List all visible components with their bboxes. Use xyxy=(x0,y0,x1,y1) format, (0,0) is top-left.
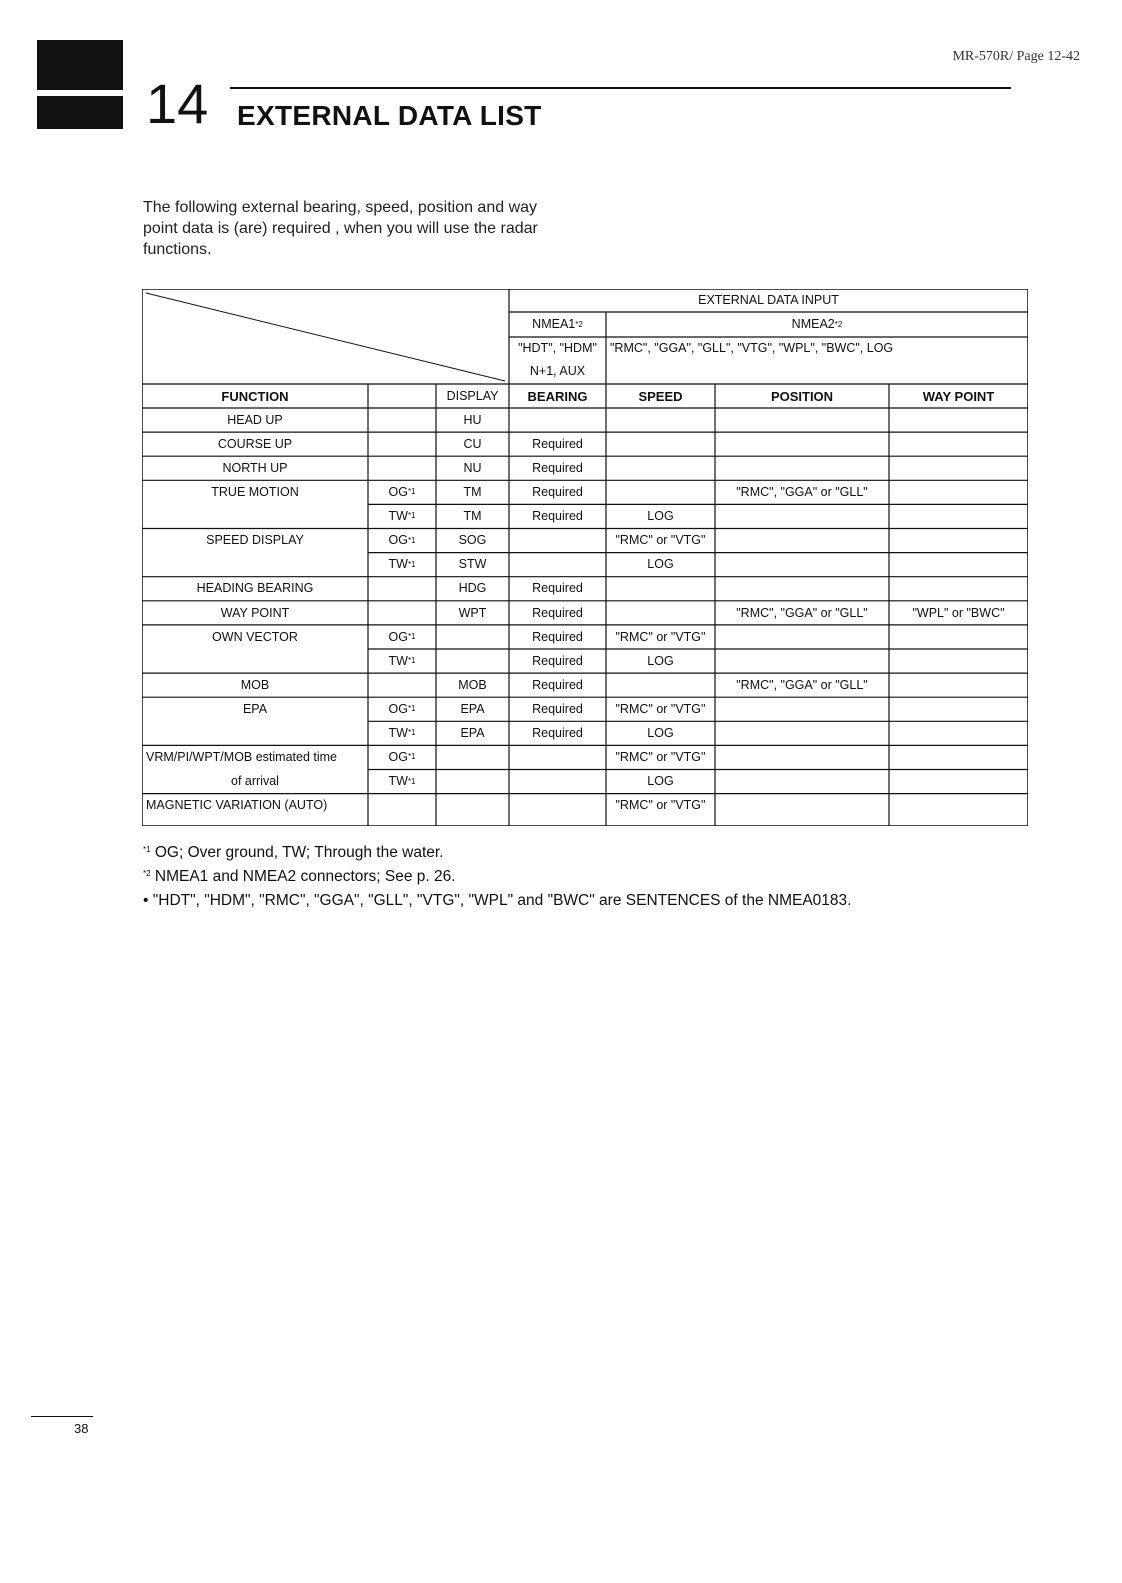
mode-cell: OG *1 xyxy=(388,629,416,644)
position-cell xyxy=(715,577,889,601)
bearing-cell: Required xyxy=(532,485,583,500)
column-header: POSITION xyxy=(770,388,834,404)
display-cell: WPT xyxy=(458,605,487,620)
mode-cell xyxy=(368,408,436,432)
position-cell xyxy=(715,721,889,745)
speed-cell xyxy=(606,456,715,480)
column-header: SPEED xyxy=(638,388,683,404)
footnote-text: NMEA1 and NMEA2 connectors; See p. 26. xyxy=(154,868,456,885)
speed-cell: LOG xyxy=(647,653,674,668)
column-header: FUNCTION xyxy=(221,388,289,404)
nmea2-label: NMEA2 *2 xyxy=(791,317,843,332)
position-cell xyxy=(715,529,889,553)
note-mark: *1 xyxy=(407,487,416,497)
position-cell xyxy=(715,456,889,480)
corner-mark-bottom xyxy=(37,96,123,129)
footnote-mark: *1 xyxy=(143,845,151,854)
external-data-table xyxy=(142,289,1028,826)
bearing-cell: Required xyxy=(532,726,583,741)
chapter-rule xyxy=(230,87,1011,89)
bearing-cell xyxy=(509,770,606,794)
display-cell: SOG xyxy=(458,533,487,548)
footnote-mark: • xyxy=(143,892,149,909)
nmea1-extra: N+1, AUX xyxy=(529,364,586,379)
speed-cell: LOG xyxy=(647,509,674,524)
display-cell xyxy=(436,625,509,649)
nmea1-label: NMEA1 *2 xyxy=(532,317,583,332)
speed-cell xyxy=(606,601,715,625)
mode-cell: OG *1 xyxy=(388,485,416,500)
waypoint-cell xyxy=(889,721,1028,745)
chapter-number: 14 xyxy=(146,72,209,135)
waypoint-cell xyxy=(889,432,1028,456)
mode-cell xyxy=(368,601,436,625)
note-mark: *1 xyxy=(407,631,416,641)
function-cell: HEADING BEARING xyxy=(196,581,314,596)
position-cell xyxy=(715,794,889,818)
waypoint-cell xyxy=(889,480,1028,504)
waypoint-cell xyxy=(889,577,1028,601)
waypoint-cell xyxy=(889,697,1028,721)
speed-cell: LOG xyxy=(647,557,674,572)
bearing-cell: Required xyxy=(532,677,583,692)
display-cell: MOB xyxy=(458,677,487,692)
function-cell: NORTH UP xyxy=(222,460,288,475)
waypoint-cell xyxy=(889,745,1028,769)
function-cell: MOB xyxy=(240,677,270,692)
speed-cell xyxy=(606,432,715,456)
note-mark: *1 xyxy=(407,776,416,786)
position-cell xyxy=(715,625,889,649)
footnote-text: OG; Over ground, TW; Through the water. xyxy=(154,844,444,861)
note-mark: *1 xyxy=(407,728,416,738)
mode-cell xyxy=(368,432,436,456)
speed-cell: "RMC" or "VTG" xyxy=(615,750,706,765)
bearing-cell xyxy=(509,553,606,577)
mode-cell xyxy=(368,794,436,818)
position-cell xyxy=(715,432,889,456)
waypoint-cell xyxy=(889,553,1028,577)
function-cell xyxy=(142,504,368,528)
mode-cell xyxy=(368,456,436,480)
chapter-title: EXTERNAL DATA LIST xyxy=(237,100,542,131)
column-header: WAY POINT xyxy=(922,388,995,404)
note-mark: *1 xyxy=(407,559,416,569)
speed-cell: "RMC" or "VTG" xyxy=(615,629,706,644)
function-cell: WAY POINT xyxy=(220,605,290,620)
document-reference: MR-570R/ Page 12-42 xyxy=(952,49,1080,64)
display-cell xyxy=(436,745,509,769)
mode-cell: TW *1 xyxy=(388,509,416,524)
mode-cell: OG *1 xyxy=(388,701,416,716)
bearing-cell: Required xyxy=(532,653,583,668)
speed-cell xyxy=(606,673,715,697)
page-number: 38 xyxy=(74,1421,89,1436)
speed-cell xyxy=(606,408,715,432)
mode-cell xyxy=(368,577,436,601)
display-cell: EPA xyxy=(460,701,485,716)
bearing-cell: Required xyxy=(532,581,583,596)
display-cell: NU xyxy=(463,460,482,475)
waypoint-cell xyxy=(889,673,1028,697)
speed-cell: LOG xyxy=(647,774,674,789)
footnote-mark: *2 xyxy=(143,869,151,878)
mode-cell xyxy=(368,673,436,697)
speed-cell: LOG xyxy=(647,726,674,741)
function-cell: EPA xyxy=(242,701,268,716)
bearing-cell: Required xyxy=(532,701,583,716)
note-mark: *1 xyxy=(407,656,416,666)
display-cell xyxy=(436,649,509,673)
group-header: EXTERNAL DATA INPUT xyxy=(698,293,839,308)
page-number-rule xyxy=(31,1416,93,1417)
bearing-cell: Required xyxy=(532,460,583,475)
waypoint-cell xyxy=(889,770,1028,794)
waypoint-cell xyxy=(889,408,1028,432)
function-cell: COURSE UP xyxy=(217,436,293,451)
position-cell: "RMC", "GGA" or "GLL" xyxy=(736,605,868,620)
speed-cell: "RMC" or "VTG" xyxy=(615,701,706,716)
position-cell xyxy=(715,408,889,432)
display-cell: HU xyxy=(463,412,482,427)
function-cell xyxy=(142,553,368,577)
display-cell xyxy=(436,770,509,794)
footnote-3 xyxy=(143,892,851,910)
bearing-cell xyxy=(509,745,606,769)
footnote-1 xyxy=(143,844,444,862)
footnote-2 xyxy=(143,868,456,886)
display-cell: CU xyxy=(463,436,482,451)
nmea1-sentences: "HDT", "HDM" xyxy=(518,340,597,355)
position-cell xyxy=(715,553,889,577)
note-mark: *1 xyxy=(407,535,416,545)
mode-cell: TW *1 xyxy=(388,557,416,572)
speed-cell xyxy=(606,480,715,504)
function-cell: SPEED DISPLAY xyxy=(206,533,304,548)
bearing-cell xyxy=(509,408,606,432)
bearing-cell: Required xyxy=(532,629,583,644)
bearing-cell: Required xyxy=(532,605,583,620)
position-cell xyxy=(715,745,889,769)
bearing-cell: Required xyxy=(532,436,583,451)
corner-mark-top xyxy=(37,40,123,90)
note-mark: *2 xyxy=(834,319,843,329)
position-cell xyxy=(715,504,889,528)
column-header: BEARING xyxy=(527,388,588,404)
position-cell xyxy=(715,697,889,721)
note-mark: *1 xyxy=(407,704,416,714)
function-cell: OWN VECTOR xyxy=(212,629,298,644)
column-header xyxy=(368,384,436,408)
function-cell: MAGNETIC VARIATION (AUTO) xyxy=(146,798,328,813)
nmea2-sentences: "RMC", "GGA", "GLL", "VTG", "WPL", "BWC", LOG xyxy=(610,340,894,355)
waypoint-cell: "WPL" or "BWC" xyxy=(912,605,1005,620)
position-cell xyxy=(715,770,889,794)
waypoint-cell xyxy=(889,794,1028,818)
mode-cell: OG *1 xyxy=(388,750,416,765)
waypoint-cell xyxy=(889,529,1028,553)
waypoint-cell xyxy=(889,625,1028,649)
waypoint-cell xyxy=(889,649,1028,673)
grid-line xyxy=(146,293,505,381)
function-cell: VRM/PI/WPT/MOB estimated time xyxy=(146,750,338,765)
display-cell: TM xyxy=(463,509,482,524)
mode-cell: TW *1 xyxy=(388,653,416,668)
function-cell: TRUE MOTION xyxy=(211,485,299,500)
display-cell: HDG xyxy=(458,581,487,596)
display-cell xyxy=(436,794,509,818)
waypoint-cell xyxy=(889,504,1028,528)
footnote-text: "HDT", "HDM", "RMC", "GGA", "GLL", "VTG", "WPL" and "BWC" are SENTENCES of the NMEA0183. xyxy=(152,892,852,909)
display-cell: STW xyxy=(458,557,487,572)
function-cell xyxy=(142,721,368,745)
speed-cell: "RMC" or "VTG" xyxy=(615,798,706,813)
intro-paragraph: The following external bearing, speed, position and way point data is (are) required , when you will use the radar functions. xyxy=(143,199,538,258)
bearing-cell xyxy=(509,794,606,818)
bearing-cell xyxy=(509,529,606,553)
column-header: DISPLAY xyxy=(446,388,499,403)
display-cell: EPA xyxy=(460,726,485,741)
position-cell: "RMC", "GGA" or "GLL" xyxy=(736,485,868,500)
note-mark: *1 xyxy=(407,511,416,521)
mode-cell: OG *1 xyxy=(388,533,416,548)
mode-cell: TW *1 xyxy=(388,726,416,741)
position-cell xyxy=(715,649,889,673)
note-mark: *2 xyxy=(575,319,583,329)
position-cell: "RMC", "GGA" or "GLL" xyxy=(736,677,868,692)
bearing-cell: Required xyxy=(532,509,583,524)
note-mark: *1 xyxy=(407,752,416,762)
function-cell: of arrival xyxy=(231,774,279,789)
waypoint-cell xyxy=(889,456,1028,480)
display-cell: TM xyxy=(463,485,482,500)
speed-cell xyxy=(606,577,715,601)
speed-cell: "RMC" or "VTG" xyxy=(615,533,706,548)
mode-cell: TW *1 xyxy=(388,774,416,789)
function-cell xyxy=(142,649,368,673)
function-cell: HEAD UP xyxy=(227,412,283,427)
